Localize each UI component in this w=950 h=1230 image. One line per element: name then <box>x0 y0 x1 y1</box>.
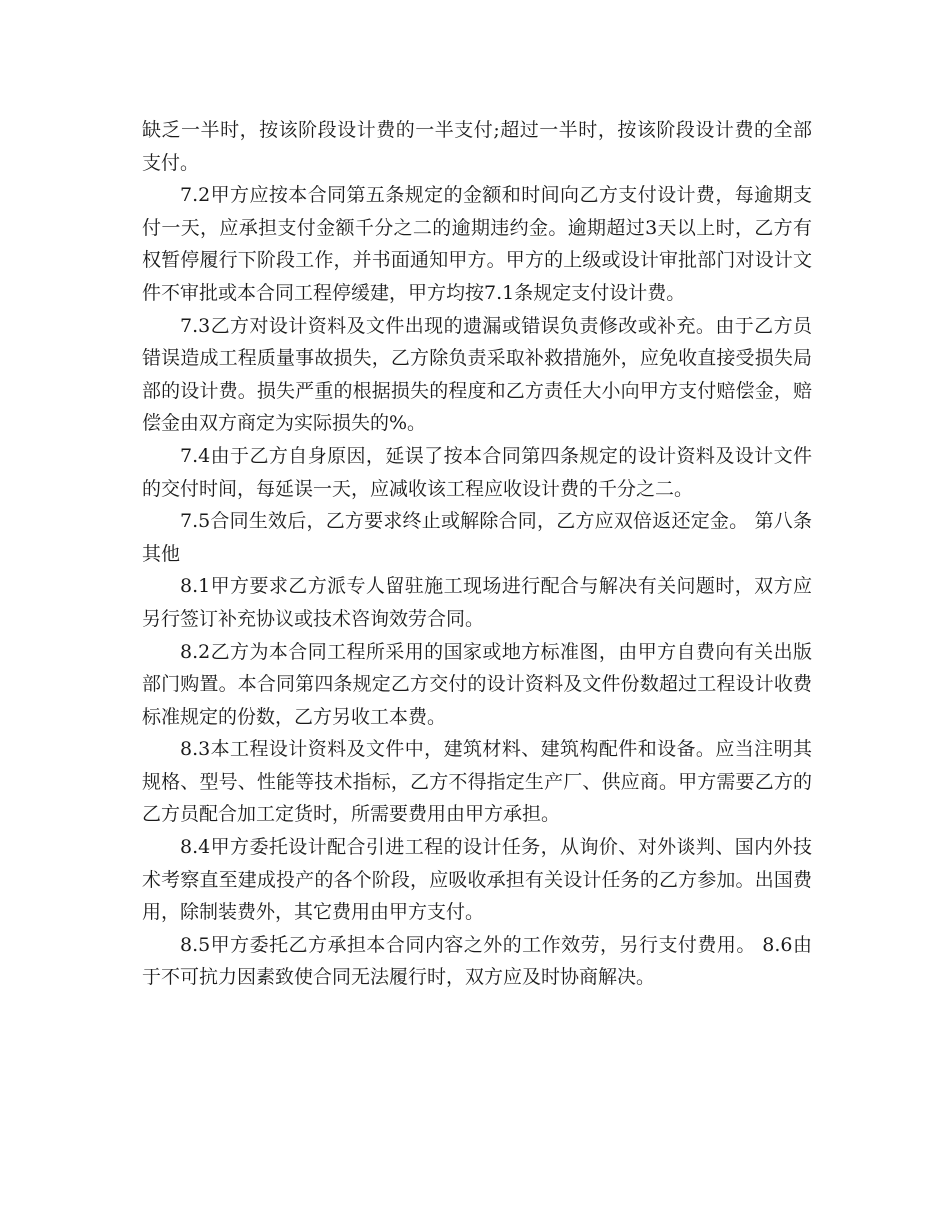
paragraph-8-1: 8.1甲方要求乙方派专人留驻施工现场进行配合与解决有关问题时，双方应另行签订补充协议或技术咨询效劳合同。 <box>142 575 812 630</box>
paragraph-7-2: 7.2甲方应按本合同第五条规定的金额和时间向乙方支付设计费，每逾期支付一天，应承担支付金额千分之二的逾期违约金。逾期超过3天以上时，乙方有权暂停履行下阶段工作，并书面通知甲方。甲方的上级或设计审批部门对设计文件不审批或本合同工程停缓建，甲方均按7.1条规定支付设计费。 <box>142 184 812 304</box>
paragraph-8-3: 8.3本工程设计资料及文件中，建筑材料、建筑构配件和设备。应当注明其规格、型号、性能等技术指标，乙方不得指定生产厂、供应商。甲方需要乙方的乙方员配合加工定货时，所需要费用由甲方承担。 <box>142 738 812 826</box>
paragraph-8-5: 8.5甲方委托乙方承担本合同内容之外的工作效劳，另行支付费用。 8.6由于不可抗力因素致使合同无法履行时，双方应及时协商解决。 <box>142 933 812 989</box>
paragraph-continuation: 缺乏一半时，按该阶段设计费的一半支付;超过一半时，按该阶段设计费的全部支付。 <box>142 119 812 174</box>
paragraph-7-4: 7.4由于乙方自身原因，延误了按本合同第四条规定的设计资料及设计文件的交付时间，每延误一天，应减收该工程应收设计费的千分之二。 <box>142 444 812 500</box>
paragraph-8-2: 8.2乙方为本合同工程所采用的国家或地方标准图，由甲方自费向有关出版部门购置。本合同第四条规定乙方交付的设计资料及文件份数超过工程设计收费标准规定的份数，乙方另收工本费。 <box>142 640 812 728</box>
paragraph-8-4: 8.4甲方委托设计配合引进工程的设计任务，从询价、对外谈判、国内外技术考察直至建成投产的各个阶段，应吸收承担有关设计任务的乙方参加。出国费用，除制装费外，其它费用由甲方支付。 <box>142 836 812 924</box>
document-body <box>142 114 812 994</box>
paragraph-7-3: 7.3乙方对设计资料及文件出现的遗漏或错误负责修改或补充。由于乙方员错误造成工程质量事故损失，乙方除负责采取补救措施外，应免收直接受损失局部的设计费。损失严重的根据损失的程度和乙方责任大小向甲方支付赔偿金，赔偿金由双方商定为实际损失的%。 <box>142 314 812 435</box>
paragraph-7-5: 7.5合同生效后，乙方要求终止或解除合同，乙方应双倍返还定金。 第八条其他 <box>142 510 812 565</box>
